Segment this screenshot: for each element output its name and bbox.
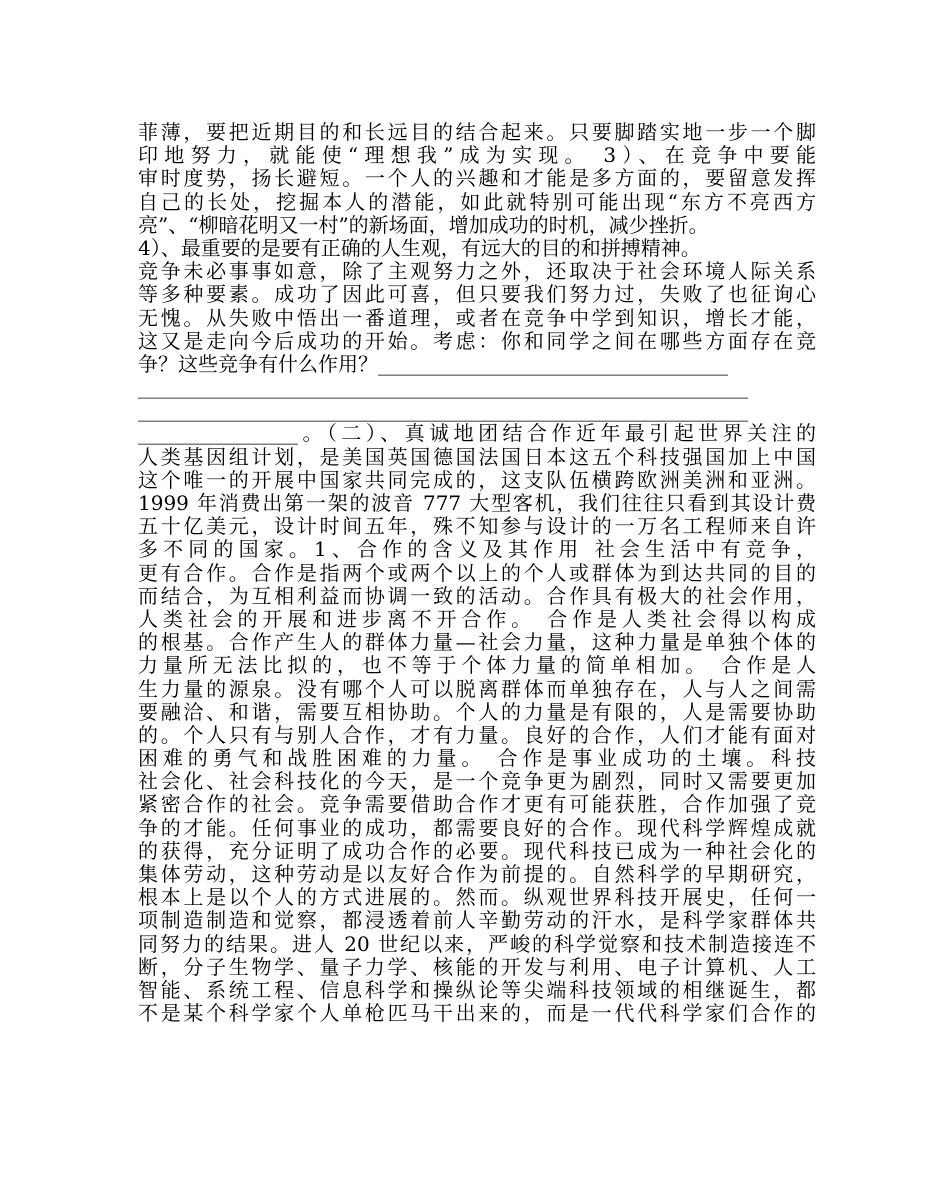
text-line: 项制造制造和觉察，都浸透着前人辛勤劳动的汗水，是科学家群体共 bbox=[138, 909, 816, 933]
text-line: 要融洽、和谐，需要互相协助。个人的力量是有限的，人是需要协助 bbox=[138, 700, 816, 724]
text-line: _____________________________________________________________ bbox=[138, 376, 748, 400]
text-line: 困难的勇气和战胜困难的力量。 合作是事业成功的土壤。科技 bbox=[138, 747, 816, 771]
text-line: 等多种要素。成功了因此可喜，但只要我们努力过，失败了也征询心 bbox=[138, 283, 816, 307]
text-line: 社会化、社会科技化的今天，是一个竞争更为剧烈，同时又需要更加 bbox=[138, 770, 816, 794]
text-line: 争的才能。任何事业的成功，都需要良好的合作。现代科学辉煌成就 bbox=[138, 816, 816, 840]
text-line: 的获得，充分证明了成功合作的必要。现代科技已成为一种社会化的 bbox=[138, 839, 816, 863]
text-line: 1999 年消费出第一架的波音 777 大型客机，我们往往只看到其设计费 bbox=[138, 492, 816, 515]
text-line: 力量所无法比拟的，也不等于个体力量的简单相加。 合作是人 bbox=[138, 654, 816, 678]
text-line: 根本上是以个人的方式进展的。然而。纵观世界科技开展史，任何一 bbox=[138, 886, 816, 910]
text-line: ________________。（二）、真诚地团结合作近年最引起世界关注的 bbox=[138, 422, 816, 446]
text-line: 断，分子生物学、量子力学、核能的开发与利用、电子计算机、人工 bbox=[138, 955, 816, 979]
body-text bbox=[138, 121, 816, 1025]
text-line: 人类社会的开展和进步离不开合作。 合作是人类社会得以构成 bbox=[138, 607, 816, 631]
text-line: 争？这些竞争有什么作用？___________________________________ bbox=[138, 352, 728, 376]
text-line: 生力量的源泉。没有哪个人可以脱离群体而单独存在，人与人之间需 bbox=[138, 677, 816, 701]
text-line: 而结合，为互相利益而协调一致的活动。合作具有极大的社会作用， bbox=[138, 584, 816, 608]
text-line: 自己的长处，挖掘本人的潜能，如此就特别可能出现“东方不亮西方 bbox=[138, 190, 816, 214]
text-line: 无愧。从失败中悟出一番道理，或者在竞争中学到知识，增长才能， bbox=[138, 306, 816, 330]
text-line: 人类基因组计划，是美国英国德国法国日本这五个科技强国加上中国 bbox=[138, 445, 816, 469]
text-line: 亮”、“柳暗花明又一村”的新场面，增加成功的时机，减少挫折。 bbox=[138, 213, 709, 237]
text-line: 的根基。合作产生人的群体力量—社会力量，这种力量是单独个体的 bbox=[138, 631, 816, 655]
text-line: 审时度势，扬长避短。一个人的兴趣和才能是多方面的，要留意发挥 bbox=[138, 167, 816, 191]
text-line: 不是某个科学家个人单枪匹马干出来的，而是一代代科学家们合作的 bbox=[138, 1002, 816, 1026]
text-line: 这又是走向今后成功的开始。考虑：你和同学之间在哪些方面存在竞 bbox=[138, 329, 816, 353]
text-line: 这个唯一的开展中国家共同完成的，这支队伍横跨欧洲美洲和亚洲。 bbox=[138, 468, 816, 492]
text-line: 五十亿美元，设计时间五年，殊不知参与设计的一万名工程师来自许 bbox=[138, 515, 816, 539]
text-line: 菲薄，要把近期目的和长远目的结合起来。只要脚踏实地一步一个脚 bbox=[138, 121, 816, 144]
text-line: 更有合作。合作是指两个或两个以上的个人或群体为到达共同的目的 bbox=[138, 561, 816, 585]
text-line: 多不同的国家。1、合作的含义及其作用 社会生活中有竞争， bbox=[138, 538, 816, 562]
text-line: 4）、最重要的是要有正确的人生观，有远大的目的和拼搏精神。 bbox=[138, 236, 701, 260]
text-line: 紧密合作的社会。竞争需要借助合作才更有可能获胜，合作加强了竞 bbox=[138, 793, 816, 817]
text-line: 印地努力，就能使“理想我”成为实现。 3）、在竞争中要能 bbox=[138, 144, 816, 168]
text-line: 的。个人只有与别人合作，才有力量。良好的合作，人们才能有面对 bbox=[138, 723, 816, 747]
text-line: 智能、系统工程、信息科学和操纵论等尖端科技领域的相继诞生，都 bbox=[138, 978, 816, 1002]
text-line: 竞争未必事事如意，除了主观努力之外，还取决于社会环境人际关系 bbox=[138, 260, 816, 284]
text-line: 同努力的结果。进人 20 世纪以来，严峻的科学觉察和技术制造接连不 bbox=[138, 932, 816, 956]
text-line: _____________________________________________________________ bbox=[138, 399, 748, 423]
text-line: 集体劳动，这种劳动是以友好合作为前提的。自然科学的早期研究， bbox=[138, 863, 816, 886]
